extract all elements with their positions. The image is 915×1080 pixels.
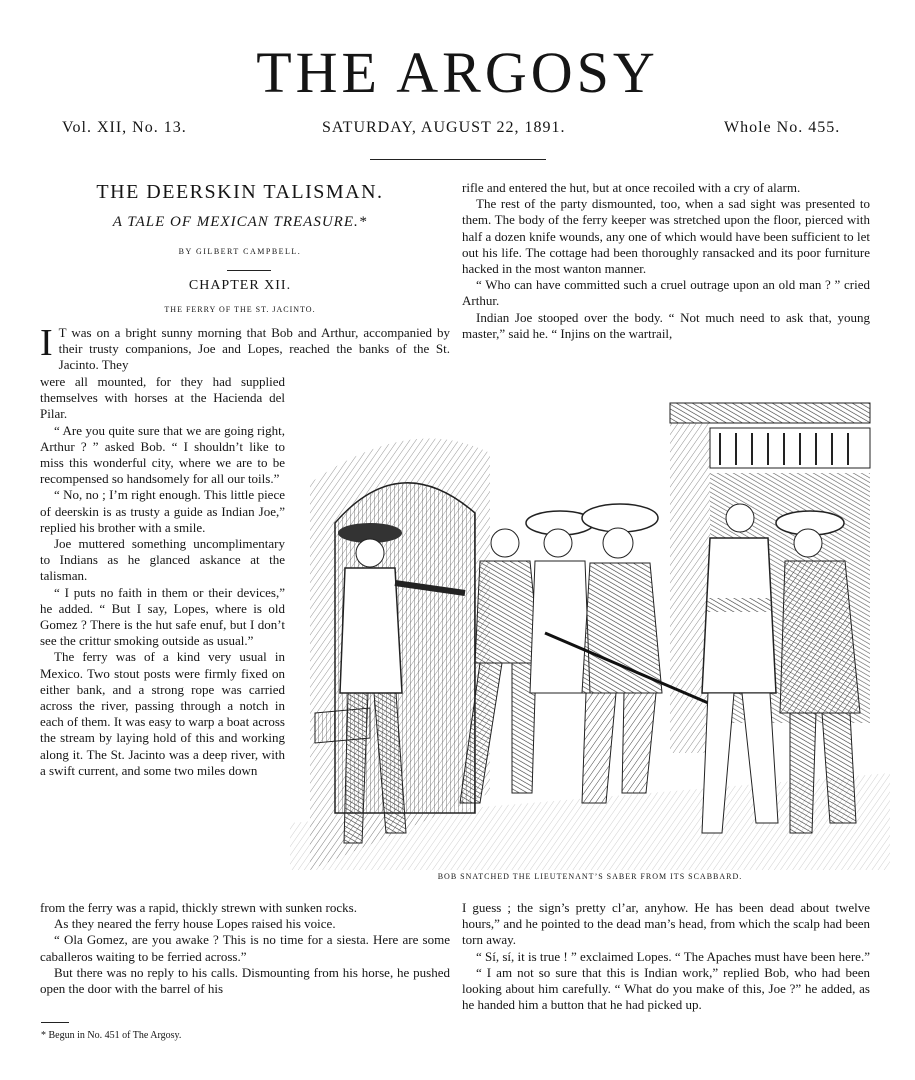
paragraph: “ Who can have committed such a cruel outrage upon an old man ? ” cried Arthur. <box>462 277 870 309</box>
paragraph: The ferry was of a kind very usual in Mexico. Two stout posts were firmly fixed on either bank, and a strong rope was carried across the river, passing through a notch in each of them. It was easy to warp a boat across the stream by laying hold of this and working along it. The St. Jacinto was a deep river, with a swift current, and some two miles down <box>40 649 285 778</box>
paragraph: were all mounted, for they had supplied themselves with horses at the Hacienda del Pilar. <box>40 374 285 422</box>
story-title: THE DEERSKIN TALISMAN. <box>96 181 384 203</box>
paragraph: I guess ; the sign’s pretty cl’ar, anyhow. He has been dead about twelve hours,” and he pointed to the dead man’s head, from which the scalp had been torn away. <box>462 900 870 948</box>
opening-text: T was on a bright sunny morning that Bob and Arthur, accompanied by their trusty companions, Joe and Lopes, reached the banks of the St. Jacinto. They <box>58 325 450 373</box>
byline: BY GILBERT CAMPBELL. <box>178 247 302 256</box>
footnote: * Begun in No. 451 of The Argosy. <box>41 1030 182 1041</box>
paragraph: As they neared the ferry house Lopes raised his voice. <box>54 916 336 932</box>
volume-number: Vol. XII, No. 13. <box>62 119 187 136</box>
section-heading: THE FERRY OF THE ST. JACINTO. <box>164 305 316 314</box>
paragraph: “ I puts no faith in them or their devices,” he added. “ But I say, Lopes, where is old Gomez ? There is the hut safe enuf, but I don’t see the crittur smoking outside as usual.” <box>40 584 285 649</box>
paragraph: The rest of the party dismounted, too, when a sad sight was presented to them. The body of the ferry keeper was stretched upon the floor, pierced with half a dozen knife wounds, any one of which would have been sufficient to let out his life. The cottage had been thoroughly ransacked and its poor furniture hacked in the most wanton manner. <box>462 196 870 277</box>
paragraph: Indian Joe stooped over the body. “ Not much need to ask that, young master,” said he. “ Injins on the wartrail, <box>462 309 870 341</box>
issue-date: SATURDAY, AUGUST 22, 1891. <box>322 119 566 136</box>
column-two-bottom <box>462 900 870 1013</box>
heading-rule <box>227 270 271 271</box>
engraving-illustration <box>290 393 890 870</box>
paragraph: “ Ola Gomez, are you awake ? This is no time for a siesta. Here are some caballeros waiting to be ferried across.” <box>40 932 450 964</box>
chapter-heading: CHAPTER XII. <box>188 278 292 293</box>
whole-number: Whole No. 455. <box>724 119 841 136</box>
paragraph: “ Sí, sí, it is true ! ” exclaimed Lopes. “ The Apaches must have been here.” <box>476 948 870 964</box>
paragraph: But there was no reply to his calls. Dismounting from his horse, he pushed open the door with the barrel of his <box>40 964 450 997</box>
paragraph: “ I am not so sure that this is Indian work,” replied Bob, who had been looking about him carefully. “ What do you make of this, Joe ?” he added, as he handed him a button that he had picked up. <box>462 964 870 1013</box>
opening-paragraph <box>40 322 450 374</box>
masthead-rule <box>370 159 546 160</box>
footnote-rule <box>41 1022 69 1023</box>
drop-cap: I <box>40 322 53 364</box>
story-subtitle: A TALE OF MEXICAN TREASURE.* <box>112 214 368 230</box>
paragraph: rifle and entered the hut, but at once recoiled with a cry of alarm. <box>462 180 801 195</box>
masthead: THE ARGOSY <box>256 40 659 105</box>
illustration-caption: BOB SNATCHED THE LIEUTENANT’S SABER FROM ITS SCABBARD. <box>437 872 743 881</box>
column-one-bottom <box>40 900 450 997</box>
column-two-top <box>462 180 870 342</box>
paragraph: “ Are you quite sure that we are going right, Arthur ? ” asked Bob. “ I shouldn’t like to miss this wonderful city, where we are to be recompensed so handsomely for all our toils.” <box>40 422 285 487</box>
paragraph: “ No, no ; I’m right enough. This little piece of deerskin is as trusty a guide as Indian Joe,” replied his brother with a smile. <box>40 487 285 535</box>
illustration <box>290 393 890 870</box>
narrow-column <box>40 374 285 779</box>
paragraph: from the ferry was a rapid, thickly strewn with sunken rocks. <box>40 900 357 915</box>
paragraph: Joe muttered something uncomplimentary to Indians as he glanced askance at the talisman. <box>40 536 285 584</box>
